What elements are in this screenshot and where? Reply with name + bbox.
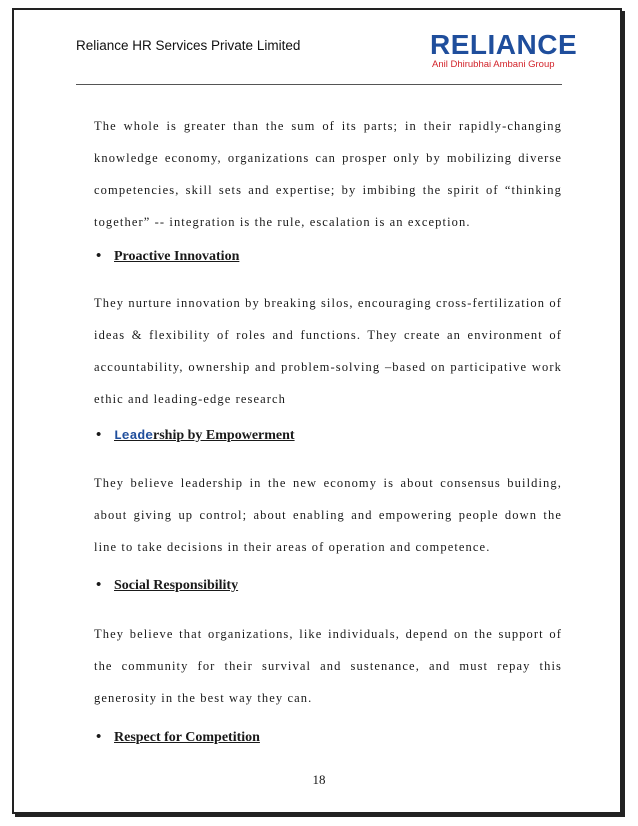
header-company-name: Reliance HR Services Private Limited [76, 38, 301, 53]
header-divider [76, 84, 562, 85]
section-title: rship by Empowerment [153, 428, 295, 443]
section-title: Proactive Innovation [114, 249, 240, 264]
bullet-dot-icon: • [96, 427, 102, 443]
section-body-social-responsibility: They believe that organizations, like individuals, depend on the support of the community for their survival and sustenance, and must repay this generosity in the best way they can. [94, 627, 562, 705]
logo-wordmark: RELIANCE [430, 29, 578, 60]
bullet-leadership-by-empowerment [96, 423, 295, 447]
section-title: Social Responsibility [114, 578, 239, 593]
section-title-prefix: Leade [114, 428, 154, 443]
bullet-dot-icon: • [96, 248, 102, 264]
bullet-dot-icon: • [96, 577, 102, 593]
bullet-proactive-innovation [96, 244, 239, 268]
bullet-social-responsibility [96, 573, 238, 597]
reliance-logo [430, 29, 578, 78]
bullet-dot-icon: • [96, 729, 102, 745]
logo-tagline: Anil Dhirubhai Ambani Group [432, 59, 555, 70]
section-body-leadership: They believe leadership in the new economy is about consensus building, about giving up control; about enabling and empowering people down the line to take decisions in their areas of operation and competence. [94, 476, 562, 554]
section-body-proactive-innovation: They nurture innovation by breaking silos, encouraging cross-fertilization of ideas & flexibility of roles and functions. They create an environment of accountability, ownership and problem-solving –based on participative work ethic and leading-edge research [94, 296, 562, 406]
intro-paragraph: The whole is greater than the sum of its parts; in their rapidly-changing knowledge economy, organizations can prosper only by mobilizing diverse competencies, skill sets and expertise; by imbibing the spirit of “thinking together” -- integration is the rule, escalation is an exception. [94, 119, 562, 229]
page-number: 18 [312, 772, 326, 787]
section-title: Respect for Competition [114, 730, 260, 745]
bullet-respect-for-competition [96, 725, 260, 749]
